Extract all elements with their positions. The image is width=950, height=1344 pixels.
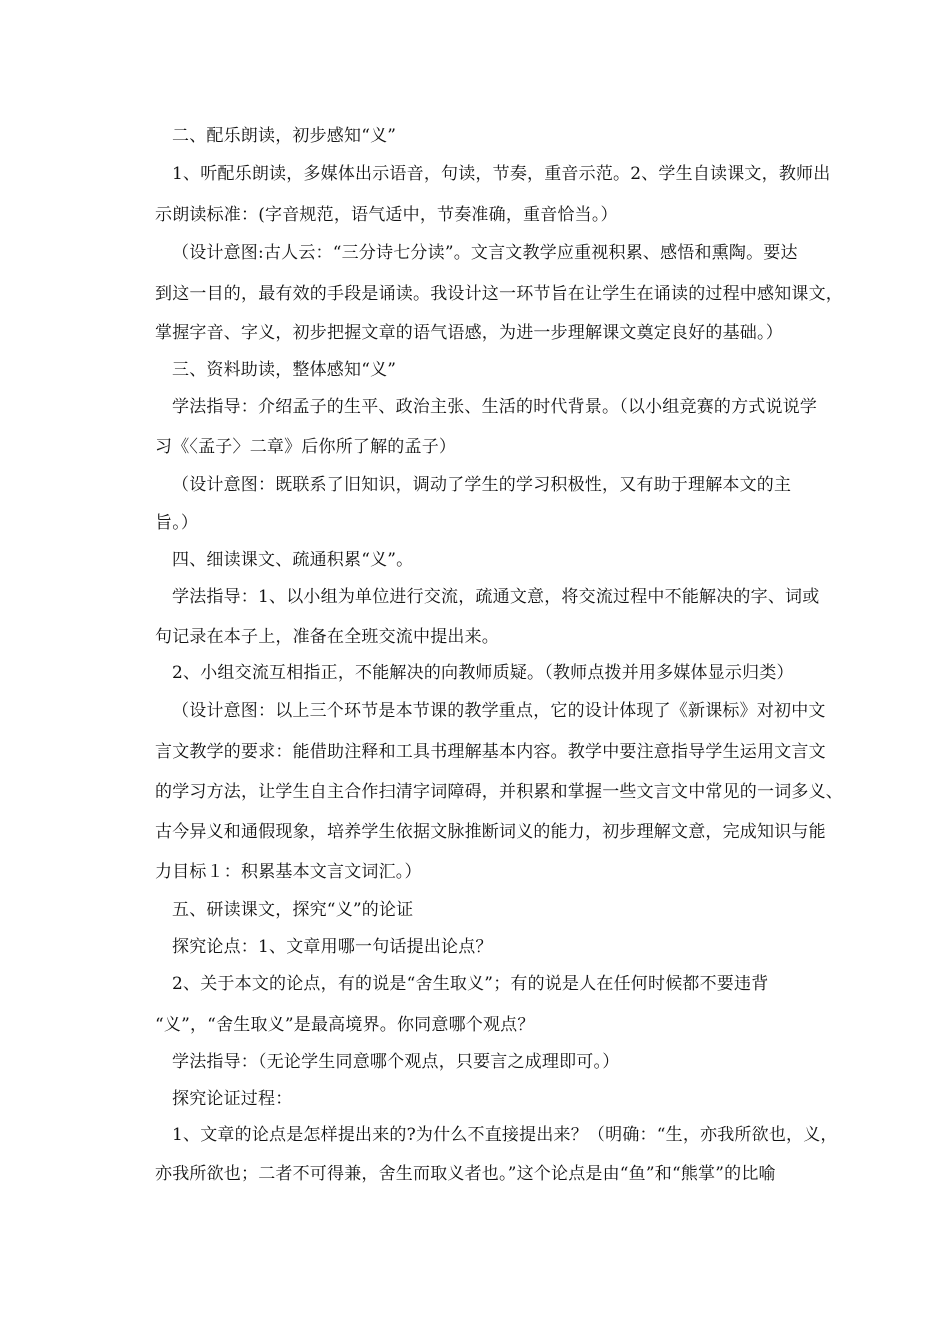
paragraph-line: 古今异义和通假现象，培养学生依据文脉推断词义的能力，初步理解文意，完成知识与能 <box>155 822 826 842</box>
paragraph-line: 的学习方法，让学生自主合作扫清字词障碍，并积累和掌握一些文言文中常见的一词多义、 <box>155 782 843 802</box>
paragraph-line: 示朗读标准：(字音规范，语气适中，节奏准确，重音恰当。） <box>155 205 618 225</box>
paragraph-line: 学法指导：（无论学生同意哪个观点，只要言之成理即可。） <box>172 1052 620 1072</box>
paragraph-line: 学法指导：介绍孟子的生平、政治主张、生活的时代背景。（以小组竞赛的方式说说学 <box>172 397 818 417</box>
paragraph-line: 学法指导：1、以小组为单位进行交流，疏通文意，将交流过程中不能解决的字、词或 <box>172 587 820 607</box>
section-heading: 四、细读课文、疏通积累“义”。 <box>172 550 414 570</box>
paragraph-line: 句记录在本子上，准备在全班交流中提出来。 <box>155 627 499 647</box>
section-heading: 三、资料助读，整体感知“义” <box>172 360 397 380</box>
paragraph-line: （设计意图:古人云：“三分诗七分读”。文言文教学应重视积累、感悟和熏陶。要达 <box>172 243 798 263</box>
paragraph-line: 力目标１：积累基本文言文词汇。） <box>155 862 422 882</box>
paragraph-line: 1、文章的论点是怎样提出来的?为什么不直接提出来？（明确：“生，亦我所欲也，义， <box>172 1125 838 1145</box>
paragraph-line: 习《〈孟子〉二章》后你所了解的孟子） <box>155 437 457 457</box>
paragraph-line: （设计意图：既联系了旧知识，调动了学生的学习积极性，又有助于理解本文的主 <box>172 475 792 495</box>
paragraph-line: （设计意图：以上三个环节是本节课的教学重点，它的设计体现了《新课标》对初中文 <box>172 701 826 721</box>
paragraph-line: 掌握字音、字义，初步把握文章的语气语感，为进一步理解课文奠定良好的基础。） <box>155 323 783 343</box>
paragraph-line: 1、听配乐朗读，多媒体出示语音，句读，节奏，重音示范。2、学生自读课文，教师出 <box>172 164 831 184</box>
paragraph-line: 到这一目的，最有效的手段是诵读。我设计这一环节旨在让学生在诵读的过程中感知课文， <box>155 284 843 304</box>
section-heading: 五、研读课文，探究“义”的论证 <box>172 900 414 920</box>
paragraph-line: 言文教学的要求：能借助注释和工具书理解基本内容。教学中要注意指导学生运用文言文 <box>155 742 826 762</box>
paragraph-line: 探究论证过程： <box>172 1089 293 1109</box>
paragraph-line: 亦我所欲也；二者不可得兼，舍生而取义者也。”这个论点是由“鱼”和“熊掌”的比喻 <box>155 1164 776 1184</box>
paragraph-line: 旨。） <box>155 513 199 533</box>
paragraph-line: 探究论点：1、文章用哪一句话提出论点？ <box>172 937 493 957</box>
paragraph-line: “义”，“舍生取义”是最高境界。你同意哪个观点？ <box>155 1015 535 1035</box>
paragraph-line: 2、关于本文的论点，有的说是“舍生取义”；有的说是人在任何时候都不要违背 <box>172 974 769 994</box>
section-heading: 二、配乐朗读，初步感知“义” <box>172 126 397 146</box>
paragraph-line: 2、小组交流互相指正，不能解决的向教师质疑。（教师点拨并用多媒体显示归类） <box>172 663 794 683</box>
